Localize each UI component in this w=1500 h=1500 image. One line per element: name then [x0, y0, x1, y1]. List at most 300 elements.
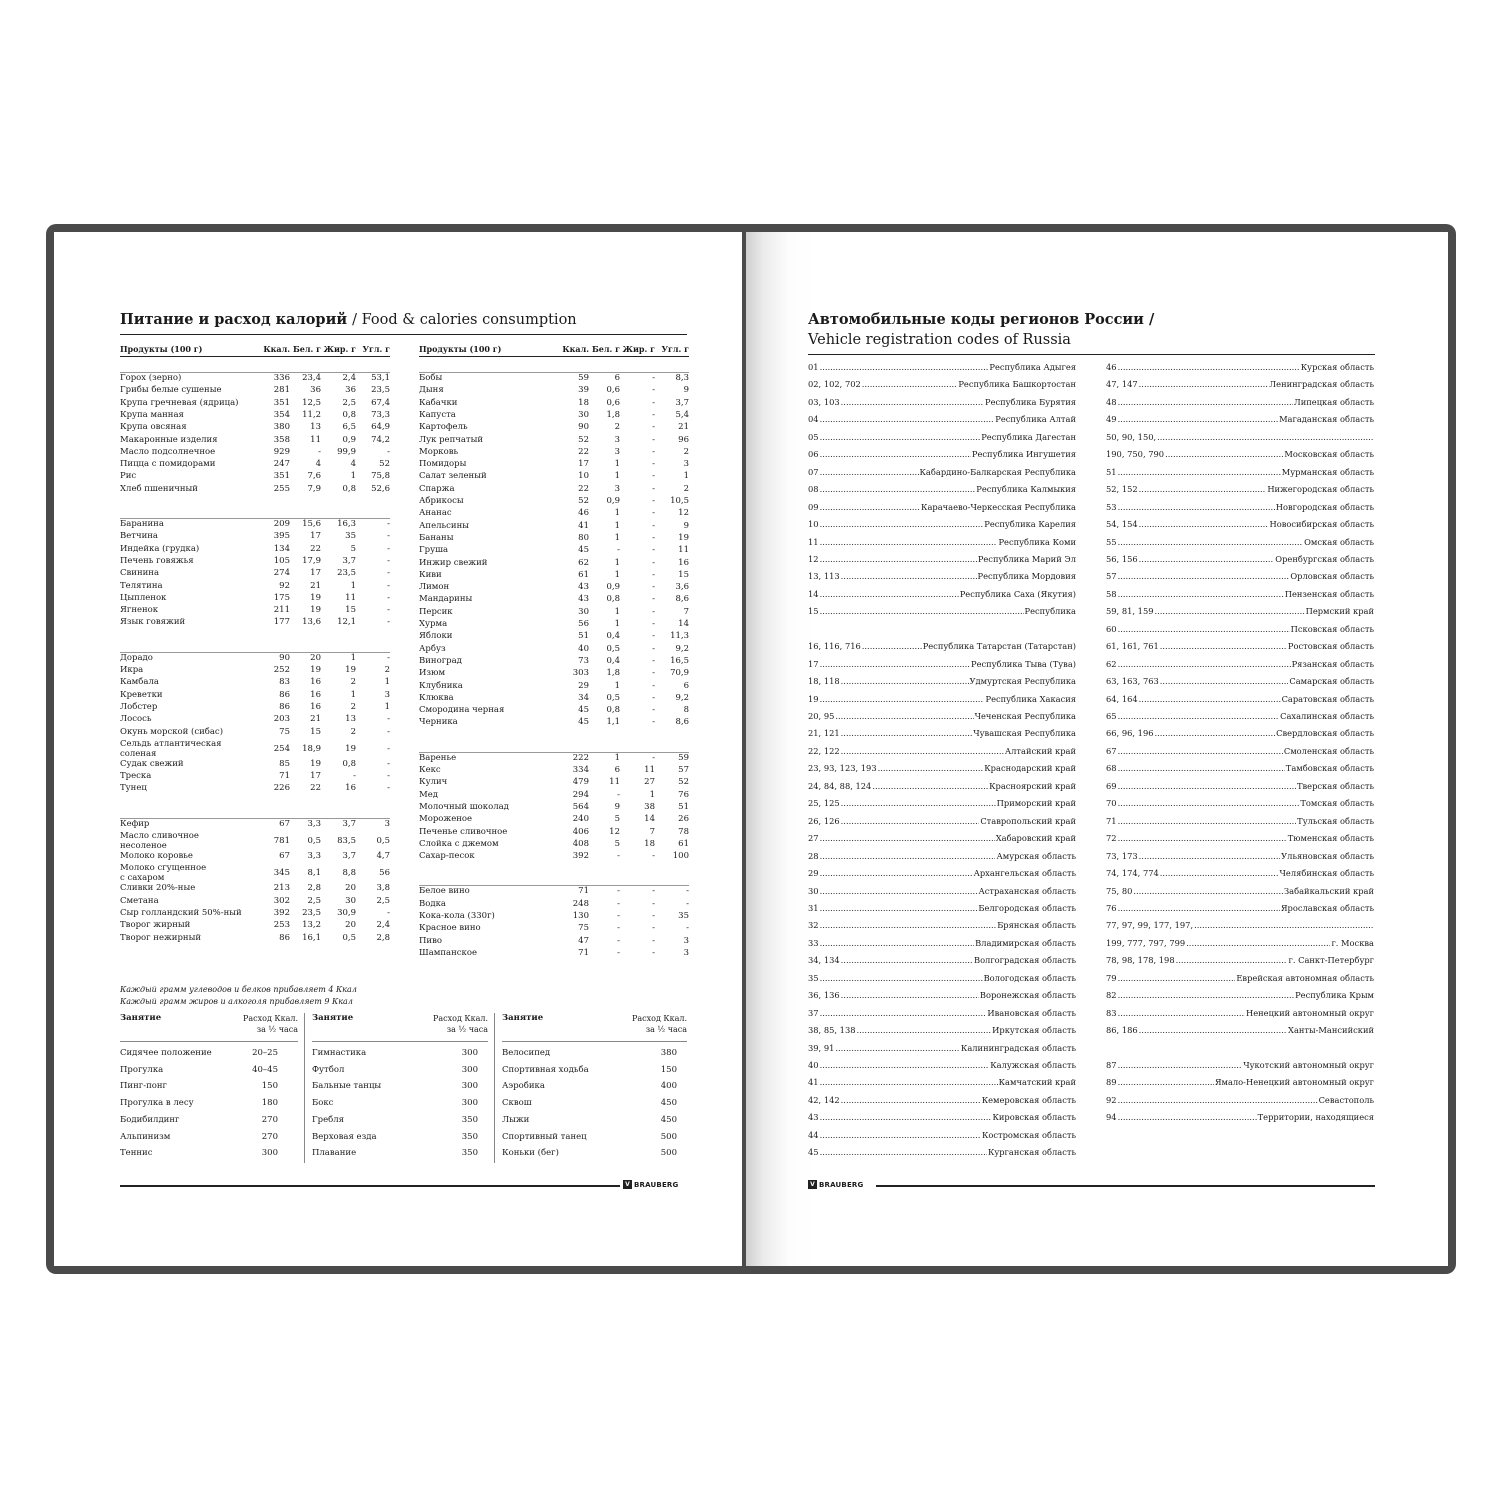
food-value: 11 — [310, 434, 321, 445]
food-value: 70,9 — [670, 668, 689, 679]
food-value: 3,7 — [675, 397, 689, 408]
food-value: 380 — [273, 422, 290, 433]
food-value: 3,8 — [376, 883, 390, 894]
region-name: Московская область — [1284, 449, 1374, 460]
food-value: 21 — [678, 422, 689, 433]
food-value: 7 — [683, 606, 689, 617]
food-value: 17,9 — [302, 555, 321, 566]
food-value: 80 — [578, 532, 589, 543]
food-value: 86 — [279, 689, 290, 700]
food-row — [419, 705, 689, 717]
brand-name: BRAUBERG — [819, 1180, 864, 1189]
region-name: Еврейская автономная область — [1236, 972, 1374, 983]
food-value: - — [652, 582, 655, 593]
region-code-row — [1106, 762, 1374, 774]
food-value: - — [652, 532, 655, 543]
food-row — [120, 398, 390, 410]
food-row — [120, 373, 390, 385]
region-code-row — [1106, 448, 1374, 460]
food-value: 354 — [273, 409, 290, 420]
food-value: 52 — [578, 434, 589, 445]
food-name: Масло подсолнечное — [120, 446, 216, 457]
food-row — [419, 802, 689, 814]
food-value: 1,1 — [606, 717, 620, 728]
food-value: - — [387, 543, 390, 554]
region-name: Ярославская область — [1280, 902, 1374, 913]
food-value: 17 — [310, 568, 321, 579]
food-value: 16 — [310, 677, 321, 688]
food-value: - — [652, 496, 655, 506]
food-row — [120, 422, 390, 434]
food-row — [419, 373, 689, 385]
region-code-row — [808, 640, 1076, 652]
food-value: - — [652, 520, 655, 531]
region-code-row — [808, 396, 1076, 408]
food-row — [419, 681, 689, 693]
region-name: Республика Марий Эл — [977, 553, 1076, 564]
food-value: 67 — [279, 851, 290, 861]
food-value: 16 — [310, 689, 321, 700]
leader-dots — [1118, 832, 1287, 844]
region-name: Калужская область — [990, 1060, 1076, 1070]
activity-name: Спортивная ходьба — [502, 1064, 589, 1075]
region-code: 10 — [808, 519, 819, 530]
footer-rule — [876, 1185, 1375, 1187]
food-value: 21 — [310, 580, 321, 591]
food-value: 52 — [678, 777, 689, 788]
region-code-row — [1106, 675, 1374, 687]
food-value: 12 — [678, 508, 689, 519]
region-code-row — [1106, 1007, 1374, 1019]
food-name: Творог жирный — [120, 920, 191, 931]
food-value: - — [652, 373, 655, 383]
food-value: - — [652, 422, 655, 433]
food-name: Бананы — [419, 532, 454, 543]
food-row — [419, 447, 689, 459]
region-code-row — [1106, 658, 1374, 670]
note-fat-alcohol: Каждый грамм жиров и алкоголя прибавляет 9 Ккал — [120, 997, 353, 1006]
left-page — [54, 232, 742, 1266]
food-name: Мед — [419, 789, 438, 800]
food-name: Окунь морской (сибас) — [120, 726, 224, 737]
food-value: 75 — [578, 923, 589, 934]
region-name: Карачаево-Черкесская Республика — [921, 501, 1076, 512]
region-code-row — [1106, 885, 1374, 897]
food-value: 11,3 — [670, 631, 689, 642]
region-code-row — [808, 675, 1076, 687]
leader-dots — [1118, 745, 1283, 757]
food-row — [419, 851, 689, 863]
region-code: 40 — [808, 1060, 819, 1070]
food-row — [419, 923, 689, 935]
leader-dots — [1194, 919, 1373, 931]
region-code: 01 — [808, 362, 819, 372]
food-value: 78 — [678, 826, 689, 837]
food-value: 15 — [345, 605, 356, 616]
food-row — [419, 790, 689, 802]
region-code-row — [808, 658, 1076, 670]
food-name: Виноград — [419, 655, 462, 666]
leader-dots — [1118, 1111, 1257, 1123]
food-value: 1 — [614, 520, 620, 531]
region-code-row — [808, 536, 1076, 548]
leader-dots — [1176, 954, 1288, 966]
food-value: 46 — [578, 508, 589, 519]
region-code-row — [1106, 553, 1374, 565]
food-name: Сыр голландский 50%-ный — [120, 907, 242, 918]
food-row — [419, 717, 689, 729]
region-code: 20, 95 — [808, 711, 835, 721]
region-name: Ханты-Мансийский — [1288, 1025, 1374, 1036]
food-value: 134 — [273, 543, 290, 554]
food-value: - — [652, 643, 655, 654]
food-value: 41 — [578, 520, 589, 531]
page-title — [808, 310, 1154, 350]
food-name: Кока-кола (330г) — [419, 911, 495, 921]
region-code: 36, 136 — [808, 990, 840, 1001]
activity-name: Велосипед — [502, 1048, 551, 1058]
food-value: 0,8 — [342, 758, 356, 769]
food-value: 43 — [578, 594, 589, 605]
food-row — [419, 631, 689, 643]
food-value: 57 — [678, 765, 689, 775]
leader-dots — [820, 448, 971, 460]
food-name: Кабачки — [419, 397, 458, 408]
food-value: 0,6 — [606, 385, 620, 396]
food-value: 564 — [572, 801, 589, 812]
activity-kcal: 380 — [660, 1048, 677, 1058]
region-code-row — [1106, 605, 1374, 617]
food-row — [120, 556, 390, 568]
leader-dots — [1160, 640, 1287, 652]
food-row — [419, 422, 689, 434]
food-name: Икра — [120, 665, 144, 675]
region-name: Ульяновская область — [1281, 850, 1374, 861]
header-rule — [120, 356, 390, 357]
food-value: 19 — [678, 532, 689, 543]
food-value: 0,5 — [342, 932, 356, 943]
food-name: Крупа овсяная — [120, 422, 187, 433]
food-value: - — [387, 783, 390, 794]
food-value: 351 — [273, 471, 290, 482]
food-name: Судак свежий — [120, 758, 184, 769]
food-value: 22 — [578, 483, 589, 494]
region-code: 26, 126 — [808, 815, 840, 826]
region-code-row — [808, 518, 1076, 530]
leader-dots — [1139, 693, 1281, 705]
food-value: 9 — [614, 801, 620, 812]
activity-name: Пинг-понг — [120, 1081, 167, 1092]
food-value: - — [652, 508, 655, 519]
food-value: 19 — [345, 743, 356, 754]
food-name: Индейка (грудка) — [120, 543, 200, 554]
region-code: 25, 125 — [808, 798, 840, 809]
region-code-row — [808, 762, 1076, 774]
region-name: Хабаровский край — [995, 833, 1076, 844]
region-code-row — [808, 797, 1076, 809]
food-value: 1 — [649, 789, 655, 800]
region-code: 73, 173 — [1106, 850, 1138, 861]
column-header-value: Жир. г — [323, 344, 356, 354]
column-header-value: Угл. г — [661, 344, 689, 354]
food-row — [120, 410, 390, 422]
leader-dots — [1118, 501, 1275, 513]
food-value: 6 — [614, 765, 620, 775]
column-header-value: Ккал. — [562, 344, 589, 354]
leader-dots — [820, 937, 975, 949]
food-value: 334 — [572, 765, 589, 775]
food-value: 8 — [683, 705, 689, 716]
region-name: Тульская область — [1297, 815, 1374, 826]
leader-dots — [1139, 850, 1281, 862]
column-header-row — [120, 344, 390, 355]
food-value: - — [652, 385, 655, 396]
region-code: 63, 163, 763 — [1106, 676, 1159, 687]
region-name: Ставропольский край — [980, 815, 1076, 826]
food-value: 22 — [310, 783, 321, 794]
right-page — [746, 232, 1448, 1266]
region-continuation — [1106, 1042, 1374, 1054]
activity-name: Коньки (бег) — [502, 1148, 559, 1159]
food-row — [419, 693, 689, 705]
activity-name: Спортивный танец — [502, 1131, 587, 1142]
activity-header-rule — [312, 1041, 488, 1042]
region-code-row — [1106, 989, 1374, 1001]
food-value: 83,5 — [337, 836, 356, 846]
title-ru: Питание и расход калорий — [120, 311, 348, 328]
food-value: 36 — [310, 385, 321, 396]
region-code-row — [808, 815, 1076, 827]
region-name: Амурская область — [996, 850, 1076, 861]
leader-dots — [1118, 815, 1297, 827]
header-rule — [419, 356, 689, 357]
region-code: 09 — [808, 501, 819, 512]
food-name: Салат зеленый — [419, 471, 487, 482]
region-code: 43 — [808, 1112, 819, 1123]
region-code-row — [808, 1076, 1076, 1088]
food-value: - — [686, 886, 689, 897]
food-value: 2 — [350, 726, 356, 737]
food-value: - — [387, 907, 390, 918]
title-ru: Автомобильные коды регионов России / — [808, 311, 1155, 328]
food-value: 52 — [379, 459, 390, 470]
food-value: 71 — [578, 886, 589, 897]
food-value: 203 — [273, 714, 290, 725]
region-code-row — [1106, 1024, 1374, 1036]
region-code-row — [1106, 710, 1374, 722]
leader-dots — [1118, 710, 1280, 722]
region-name: Территории, находящиеся — [1257, 1112, 1374, 1123]
food-value: 35 — [345, 531, 356, 542]
region-name: Саратовская область — [1281, 693, 1374, 704]
food-name: Хурма — [419, 619, 448, 629]
region-code-row — [808, 413, 1076, 425]
region-name: Чеченская Республика — [974, 711, 1076, 721]
region-code: 08 — [808, 484, 819, 495]
food-name: Ветчина — [120, 531, 158, 542]
region-code: 35 — [808, 972, 819, 983]
food-value: 9 — [683, 385, 689, 396]
food-value: 1 — [614, 471, 620, 482]
region-code: 13, 113 — [808, 571, 840, 582]
food-value: 395 — [273, 531, 290, 542]
region-code: 72 — [1106, 833, 1117, 844]
food-name: Клюква — [419, 692, 454, 703]
food-name: Черника — [419, 717, 458, 728]
food-value: 85 — [279, 758, 290, 769]
food-value: 19 — [310, 758, 321, 769]
food-value: 2 — [384, 665, 390, 675]
food-row — [419, 545, 689, 557]
food-value: 8,1 — [307, 868, 321, 879]
food-row — [120, 459, 390, 471]
region-name: Липецкая область — [1293, 396, 1374, 407]
region-name: Республика Татарстан (Татарстан) — [922, 641, 1076, 652]
region-code: 31 — [808, 902, 819, 913]
food-name: Арбуз — [419, 643, 446, 654]
food-name: Кекс — [419, 765, 441, 775]
food-row — [120, 883, 390, 895]
food-name: Капуста — [419, 409, 456, 420]
food-row — [120, 863, 390, 883]
food-value: 222 — [572, 752, 589, 763]
food-value: 53,1 — [371, 373, 390, 383]
food-row — [120, 819, 390, 831]
food-value: 1 — [683, 471, 689, 482]
food-value: - — [387, 652, 390, 663]
food-value: 1,8 — [606, 409, 620, 420]
leader-dots — [820, 518, 984, 530]
region-code-row — [808, 1007, 1076, 1019]
food-value: 38 — [644, 801, 655, 812]
food-row — [120, 851, 390, 863]
region-name: Республика — [1024, 606, 1076, 617]
region-name: Самарская область — [1289, 676, 1374, 687]
food-value: - — [387, 531, 390, 542]
region-code-row — [808, 605, 1076, 617]
food-value: 27 — [644, 777, 655, 788]
food-row — [120, 471, 390, 483]
region-code: 28 — [808, 850, 819, 861]
region-name: Красноярский край — [989, 780, 1076, 791]
food-value: 12 — [609, 826, 620, 837]
food-value: 52 — [578, 496, 589, 506]
food-value: - — [652, 483, 655, 494]
food-value: - — [652, 692, 655, 703]
food-value: - — [652, 851, 655, 862]
food-value: 75,8 — [371, 471, 390, 482]
food-value: 61 — [678, 838, 689, 849]
food-value: 21 — [310, 714, 321, 725]
region-code: 67 — [1106, 745, 1117, 756]
food-name: Кефир — [120, 818, 150, 829]
region-name: Астраханская область — [978, 885, 1076, 896]
food-value: - — [387, 743, 390, 754]
region-name: Севастополь — [1318, 1094, 1374, 1105]
leader-dots — [1118, 466, 1281, 478]
food-value: 351 — [273, 397, 290, 408]
activity-divider — [494, 1013, 495, 1163]
region-name: Республика Саха (Якутия) — [959, 588, 1076, 599]
region-name: Республика Крым — [1295, 990, 1374, 1001]
food-value: 17 — [578, 459, 589, 470]
food-value: 2 — [350, 701, 356, 712]
food-row — [120, 435, 390, 447]
activity-kcal: 270 — [261, 1114, 278, 1125]
food-row — [419, 508, 689, 520]
food-value: - — [652, 446, 655, 457]
food-value: 2 — [614, 422, 620, 433]
food-value: 16 — [678, 557, 689, 568]
region-code-row — [1106, 919, 1374, 931]
leader-dots — [1155, 605, 1305, 617]
food-name: Лук репчатый — [419, 434, 484, 445]
food-value: - — [652, 668, 655, 679]
food-value: - — [617, 935, 620, 946]
food-value: 71 — [578, 947, 589, 958]
region-name: Ямало-Ненецкий автономный округ — [1214, 1077, 1374, 1088]
region-name: Псковская область — [1290, 623, 1374, 634]
food-value: 1 — [350, 471, 356, 482]
region-name: Воронежская область — [979, 990, 1076, 1001]
region-code: 18, 118 — [808, 676, 840, 687]
food-row — [419, 459, 689, 471]
food-value: - — [652, 886, 655, 897]
region-code-row — [808, 1111, 1076, 1123]
food-value: 0,9 — [606, 496, 620, 506]
food-value: - — [387, 519, 390, 529]
food-row — [419, 410, 689, 422]
activity-kcal: 300 — [461, 1081, 478, 1092]
food-row — [419, 385, 689, 397]
food-value: 3 — [384, 689, 390, 700]
region-code-row — [808, 972, 1076, 984]
food-value: 3,6 — [675, 582, 689, 593]
region-code: 92 — [1106, 1094, 1117, 1105]
food-value: - — [686, 923, 689, 934]
food-value: 36 — [345, 385, 356, 396]
region-code: 32 — [808, 920, 819, 931]
food-value: 255 — [273, 483, 290, 494]
food-row — [419, 607, 689, 619]
food-name: Грибы белые сушеные — [120, 385, 222, 396]
food-row — [120, 447, 390, 459]
region-code: 15 — [808, 606, 819, 617]
leader-dots — [1160, 675, 1289, 687]
region-name: Иркутская область — [992, 1025, 1076, 1036]
food-value: 7 — [649, 826, 655, 837]
region-code: 69 — [1106, 780, 1117, 791]
food-value: 211 — [273, 605, 290, 616]
region-code-row — [808, 867, 1076, 879]
region-code: 53 — [1106, 501, 1117, 512]
region-code-row — [1106, 483, 1374, 495]
food-value: 929 — [273, 446, 290, 457]
region-code-row — [1106, 501, 1374, 513]
food-value: 3 — [614, 446, 620, 457]
food-value: 52,6 — [371, 483, 390, 494]
food-value: 3,3 — [307, 818, 321, 829]
region-code-row — [1106, 361, 1374, 373]
region-code-row — [808, 832, 1076, 844]
activity-name: Футбол — [312, 1064, 345, 1075]
food-value: 2,5 — [376, 895, 390, 906]
activity-kcal: 450 — [660, 1114, 677, 1125]
leader-dots — [841, 727, 973, 739]
region-name: Республика Тыва (Тува) — [970, 658, 1076, 669]
food-value: 16,5 — [670, 655, 689, 666]
region-name: Оренбургская область — [1275, 553, 1374, 564]
